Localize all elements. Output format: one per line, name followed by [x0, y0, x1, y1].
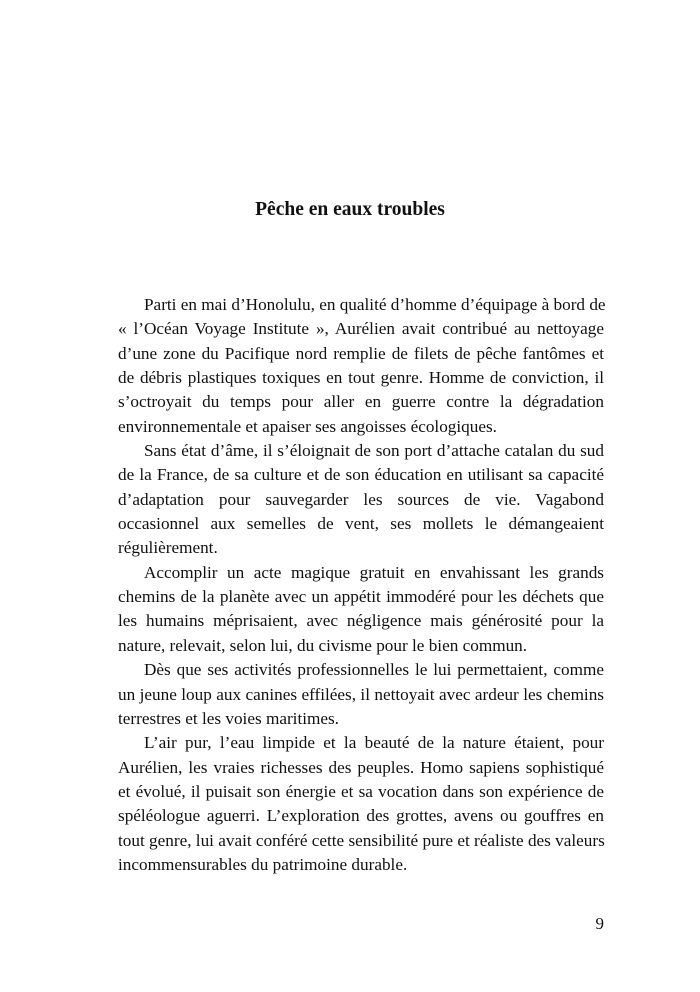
paragraph	[118, 439, 604, 561]
text-line: occasionnel aux semelles de vent, ses mollets le démangeaient	[118, 514, 604, 534]
body-text	[118, 293, 604, 877]
text-line: s’octroyait du temps pour aller en guerre contre la dégradation	[118, 392, 604, 412]
text-line: de la France, de sa culture et de son éducation en utilisant sa capacité	[118, 465, 604, 485]
chapter-title: Pêche en eaux troubles	[255, 199, 445, 220]
text-line: un jeune loup aux canines effilées, il nettoyait avec ardeur les chemins	[118, 684, 604, 704]
text-line: terrestres et les voies maritimes.	[118, 708, 339, 728]
text-line: chemins de la planète avec un appétit immodéré pour les déchets que	[118, 587, 604, 607]
text-line: d’une zone du Pacifique nord remplie de filets de pêche fantômes et	[118, 343, 604, 363]
text-line: d’adaptation pour sauvegarder les sources de vie. Vagabond	[118, 489, 604, 509]
text-line: L’air pur, l’eau limpide et la beauté de la nature étaient, pour	[144, 733, 604, 753]
paragraph	[118, 561, 604, 658]
page-number: 9	[595, 914, 604, 933]
text-line: incommensurables du patrimoine durable.	[118, 854, 408, 874]
text-line: Dès que ses activités professionnelles le lui permettaient, comme	[144, 660, 604, 680]
text-line: environnementale et apaiser ses angoisses écologiques.	[118, 416, 497, 436]
text-line: Parti en mai d’Honolulu, en qualité d’homme d’équipage à bord de	[144, 295, 606, 314]
text-line: nature, relevait, selon lui, du civisme pour le bien commun.	[118, 635, 528, 655]
paragraph	[118, 731, 604, 877]
text-line: « l’Océan Voyage Institute », Aurélien avait contribué au nettoyage	[118, 319, 604, 339]
text-line: les humains méprisaient, avec négligence mais générosité pour la	[118, 611, 604, 631]
text-line: spéléologue aguerri. L’exploration des grottes, avens ou gouffres en	[118, 806, 604, 826]
text-line: Sans état d’âme, il s’éloignait de son port d’attache catalan du sud	[144, 441, 604, 461]
text-line: Accomplir un acte magique gratuit en envahissant les grands	[144, 562, 604, 582]
text-line: et évolué, il puisait son énergie et sa vocation dans son expérience de	[118, 781, 604, 801]
text-line: de débris plastiques toxiques en tout genre. Homme de conviction, il	[118, 368, 604, 388]
text-line: régulièrement.	[118, 538, 218, 558]
text-line: tout genre, lui avait conféré cette sensibilité pure et réaliste des valeurs	[118, 830, 605, 850]
text-line: Aurélien, les vraies richesses des peuples. Homo sapiens sophistiqué	[118, 757, 604, 777]
paragraph	[118, 658, 604, 731]
paragraph	[118, 293, 604, 439]
